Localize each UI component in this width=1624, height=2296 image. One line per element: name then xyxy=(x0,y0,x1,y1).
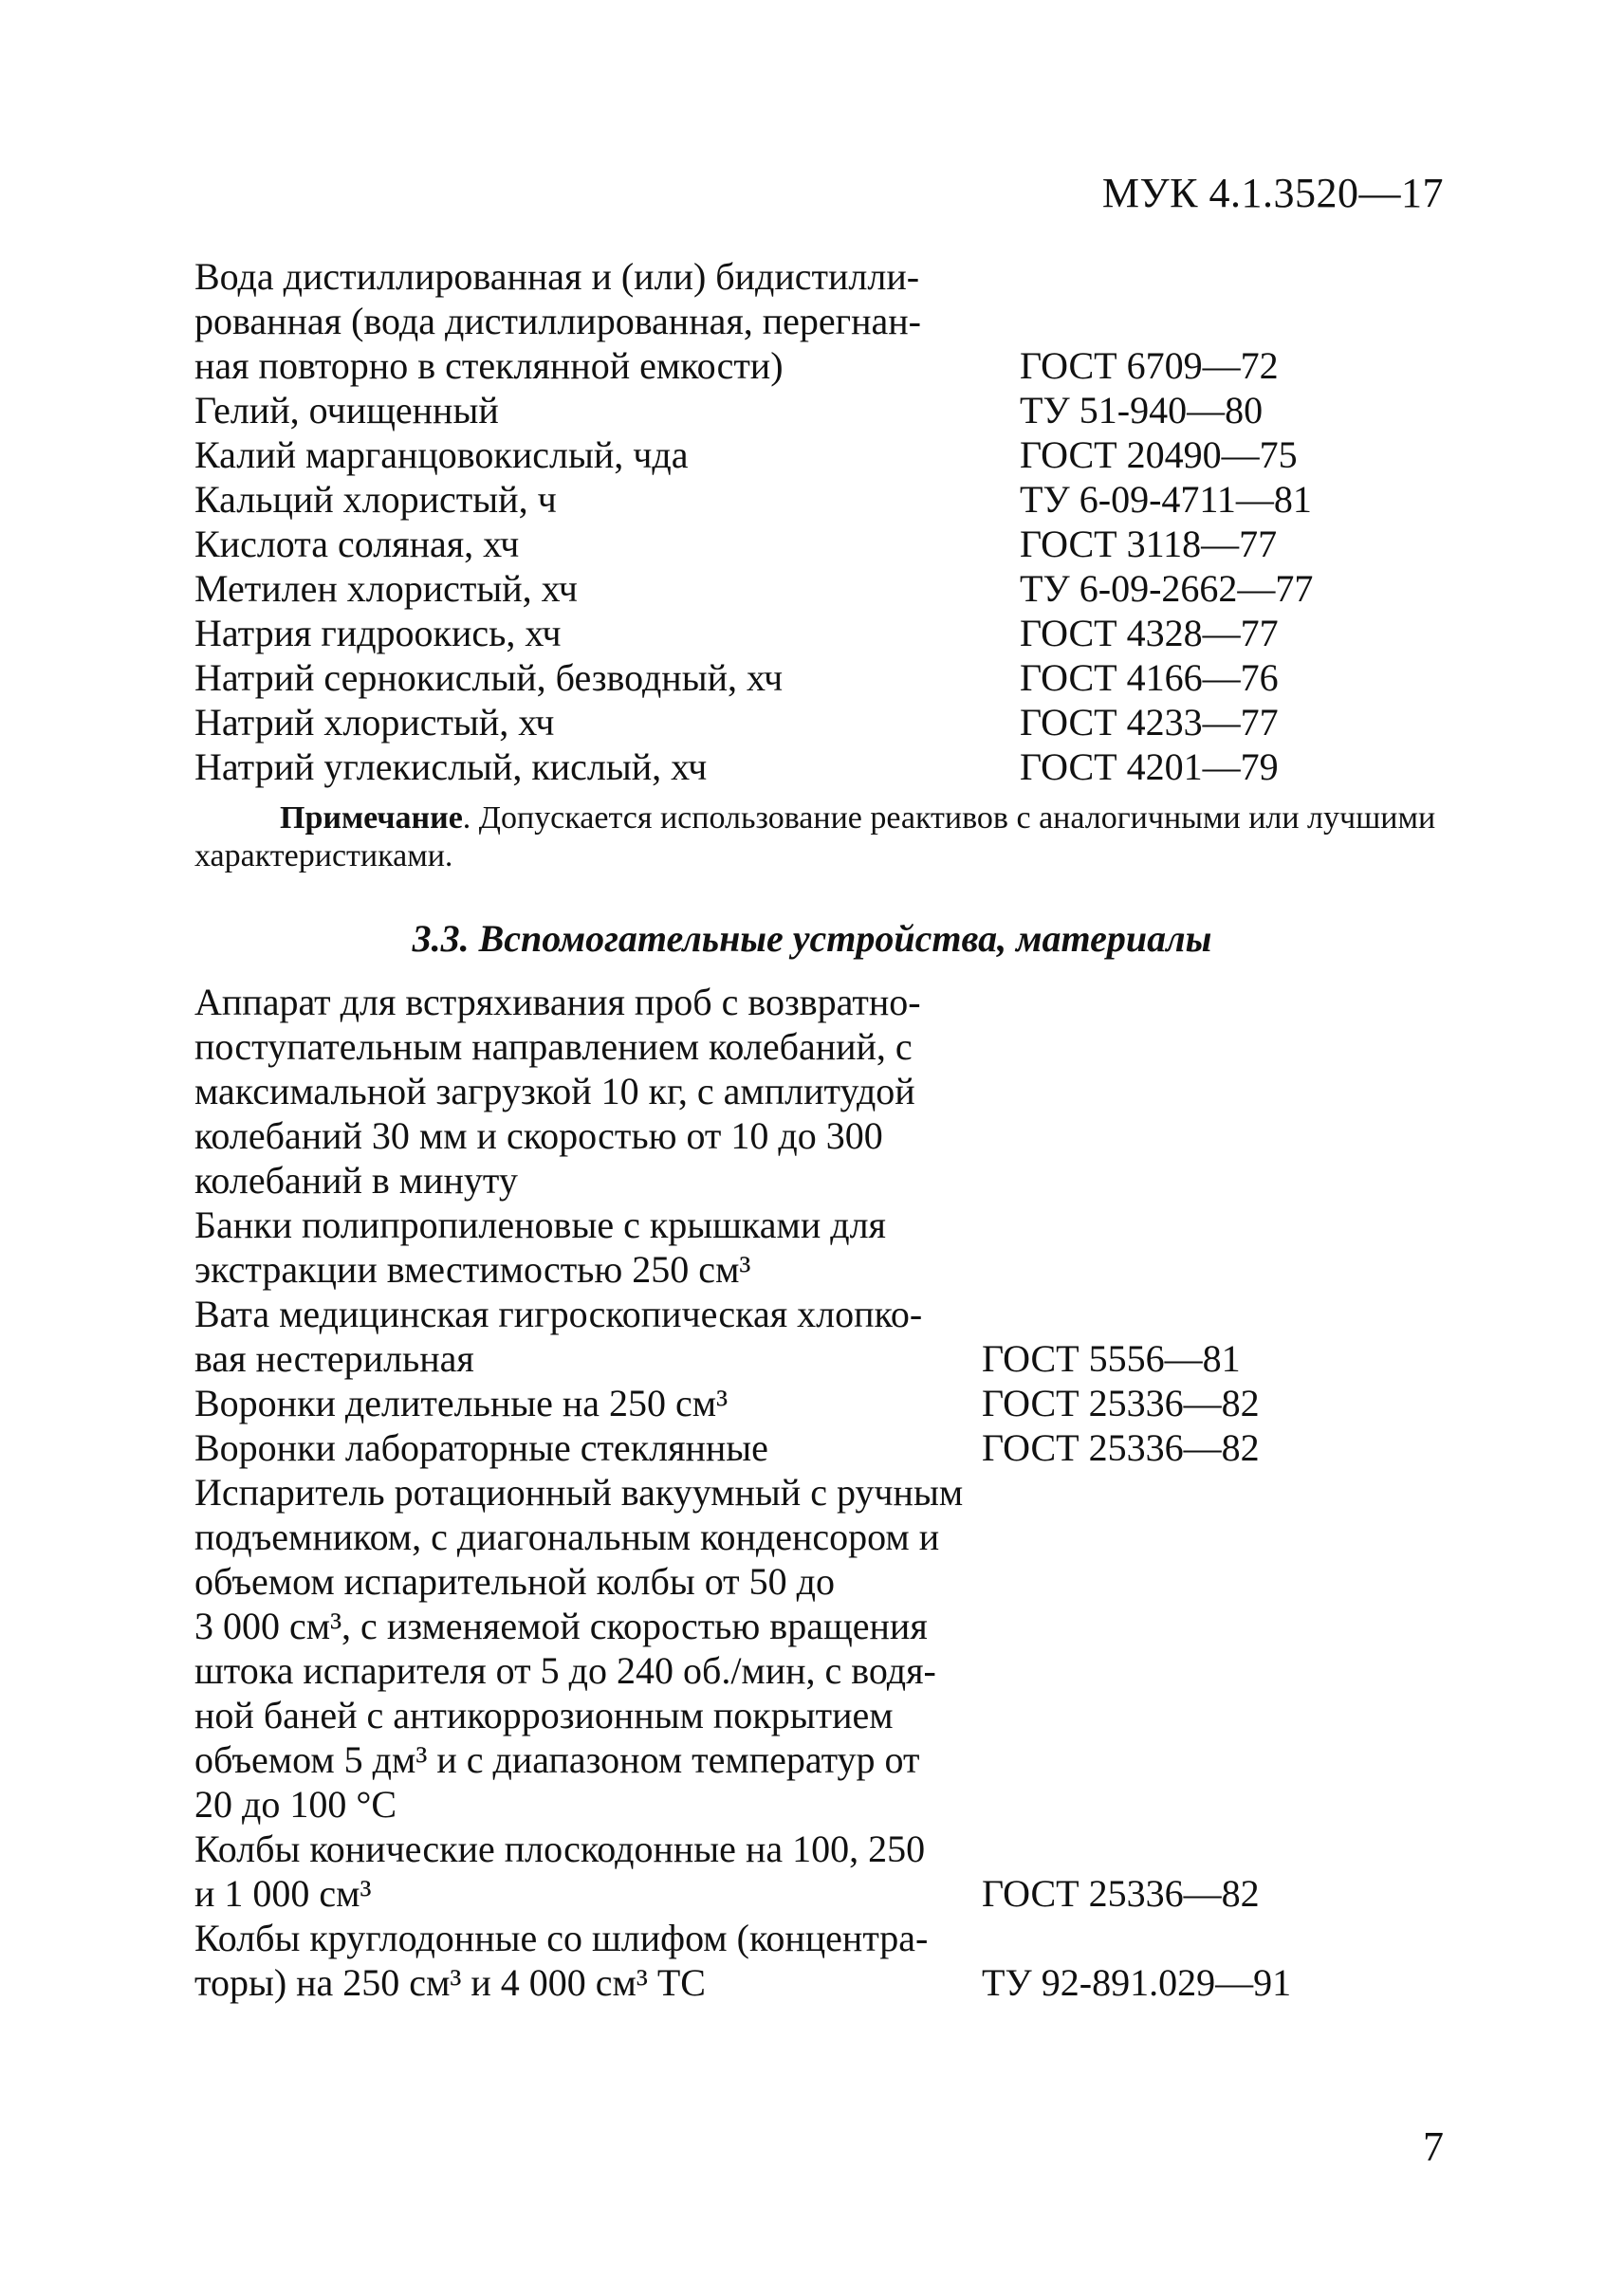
reagent-standard: ГОСТ 4328—77 xyxy=(1020,612,1279,654)
section-heading: 3.3. Вспомогательные устройства, материалы xyxy=(412,917,1212,960)
note-text: . Допускается использование реактивов с аналогичными или лучшими характеристиками. xyxy=(194,800,1436,873)
reagent-row xyxy=(194,611,1333,655)
material-standard: ГОСТ 5556—81 xyxy=(982,1337,1241,1380)
material-name: Воронки лабораторные стеклянные xyxy=(194,1426,768,1469)
reagent-name: Метилен хлористый, хч xyxy=(194,567,578,610)
reagent-standard: ГОСТ 3118—77 xyxy=(1020,523,1278,565)
reagent-standard: ГОСТ 20490—75 xyxy=(1020,433,1298,476)
reagent-row xyxy=(194,477,1333,522)
material-standard: ГОСТ 25336—82 xyxy=(982,1426,1260,1469)
reagent-row xyxy=(194,655,1333,700)
reagent-name: Натрий углекислый, кислый, хч xyxy=(194,745,708,788)
material-name: Вата медицинская гигроскопическая хлопко- вая нестерильная xyxy=(194,1293,923,1380)
material-name: Колбы конические плоскодонные на 100, 250 и 1 000 см³ xyxy=(194,1828,926,1915)
material-row xyxy=(194,1292,1333,1381)
material-row xyxy=(194,1425,1333,1470)
material-standard: ГОСТ 25336—82 xyxy=(982,1872,1260,1915)
reagent-row xyxy=(194,254,1333,388)
reagent-standard: ГОСТ 4166—76 xyxy=(1020,656,1279,699)
material-name: Банки полипропиленовые с крышками для экстракции вместимостью 250 см³ xyxy=(194,1203,886,1291)
reagent-standard: ГОСТ 4201—79 xyxy=(1020,745,1279,788)
page-number: 7 xyxy=(1423,2123,1444,2170)
material-standard: ГОСТ 25336—82 xyxy=(982,1382,1260,1424)
reagent-row xyxy=(194,522,1333,566)
material-row xyxy=(194,1470,1333,1827)
reagent-standard: ТУ 6-09-4711—81 xyxy=(1020,478,1312,521)
material-name: Воронки делительные на 250 см³ xyxy=(194,1382,729,1424)
materials-list xyxy=(194,980,1333,2005)
material-row xyxy=(194,1916,1333,2005)
material-standard: ТУ 92-891.029—91 xyxy=(982,1961,1292,2004)
material-row xyxy=(194,980,1333,1203)
reagent-name: Гелий, очищенный xyxy=(194,389,499,432)
reagent-standard: ТУ 6-09-2662—77 xyxy=(1020,567,1314,610)
note-label: Примечание xyxy=(280,800,463,836)
reagent-standard: ГОСТ 6709—72 xyxy=(1020,344,1279,387)
note-paragraph xyxy=(194,799,1447,875)
material-row xyxy=(194,1381,1333,1425)
material-name: Колбы круглодонные со шлифом (концентра- торы) на 250 см³ и 4 000 см³ ТС xyxy=(194,1917,929,2004)
reagent-row xyxy=(194,744,1333,789)
reagent-name: Натрий хлористый, хч xyxy=(194,701,555,744)
reagent-name: Кислота соляная, хч xyxy=(194,523,520,565)
material-row xyxy=(194,1827,1333,1916)
reagent-row xyxy=(194,388,1333,432)
reagent-standard: ТУ 51-940—80 xyxy=(1020,389,1264,432)
reagent-row xyxy=(194,432,1333,477)
material-name: Испаритель ротационный вакуумный с ручным подъемником, с диагональным конденсором и объемом испарительной колбы от 50 до 3 000 см³, с изменяемой скоростью вращения штока испарителя от 5 до 240 об./мин, с водя- ной баней с антикоррозионным покрытием объемом 5 дм³ и с диапазоном температур от 20 до 100 °С xyxy=(194,1471,964,1826)
material-name: Аппарат для встряхивания проб с возвратно- поступательным направлением колебаний, с максимальной загрузкой 10 кг, с амплитудой колебаний 30 мм и скоростью от 10 до 300 колебаний в минуту xyxy=(194,981,921,1202)
document-code: МУК 4.1.3520—17 xyxy=(1101,170,1444,216)
reagent-row xyxy=(194,700,1333,744)
reagent-row xyxy=(194,566,1333,611)
reagent-name: Калий марганцовокислый, чда xyxy=(194,433,689,476)
reagent-name: Вода дистиллированная и (или) бидистилли- рованная (вода дистиллированная, перегнан- ная повторно в стеклянной емкости) xyxy=(194,255,921,387)
reagent-standard: ГОСТ 4233—77 xyxy=(1020,701,1279,744)
reagents-list xyxy=(194,254,1333,789)
reagent-name: Кальций хлористый, ч xyxy=(194,478,557,521)
reagent-name: Натрия гидроокись, хч xyxy=(194,612,562,654)
reagent-name: Натрий сернокислый, безводный, хч xyxy=(194,656,784,699)
material-row xyxy=(194,1203,1333,1292)
